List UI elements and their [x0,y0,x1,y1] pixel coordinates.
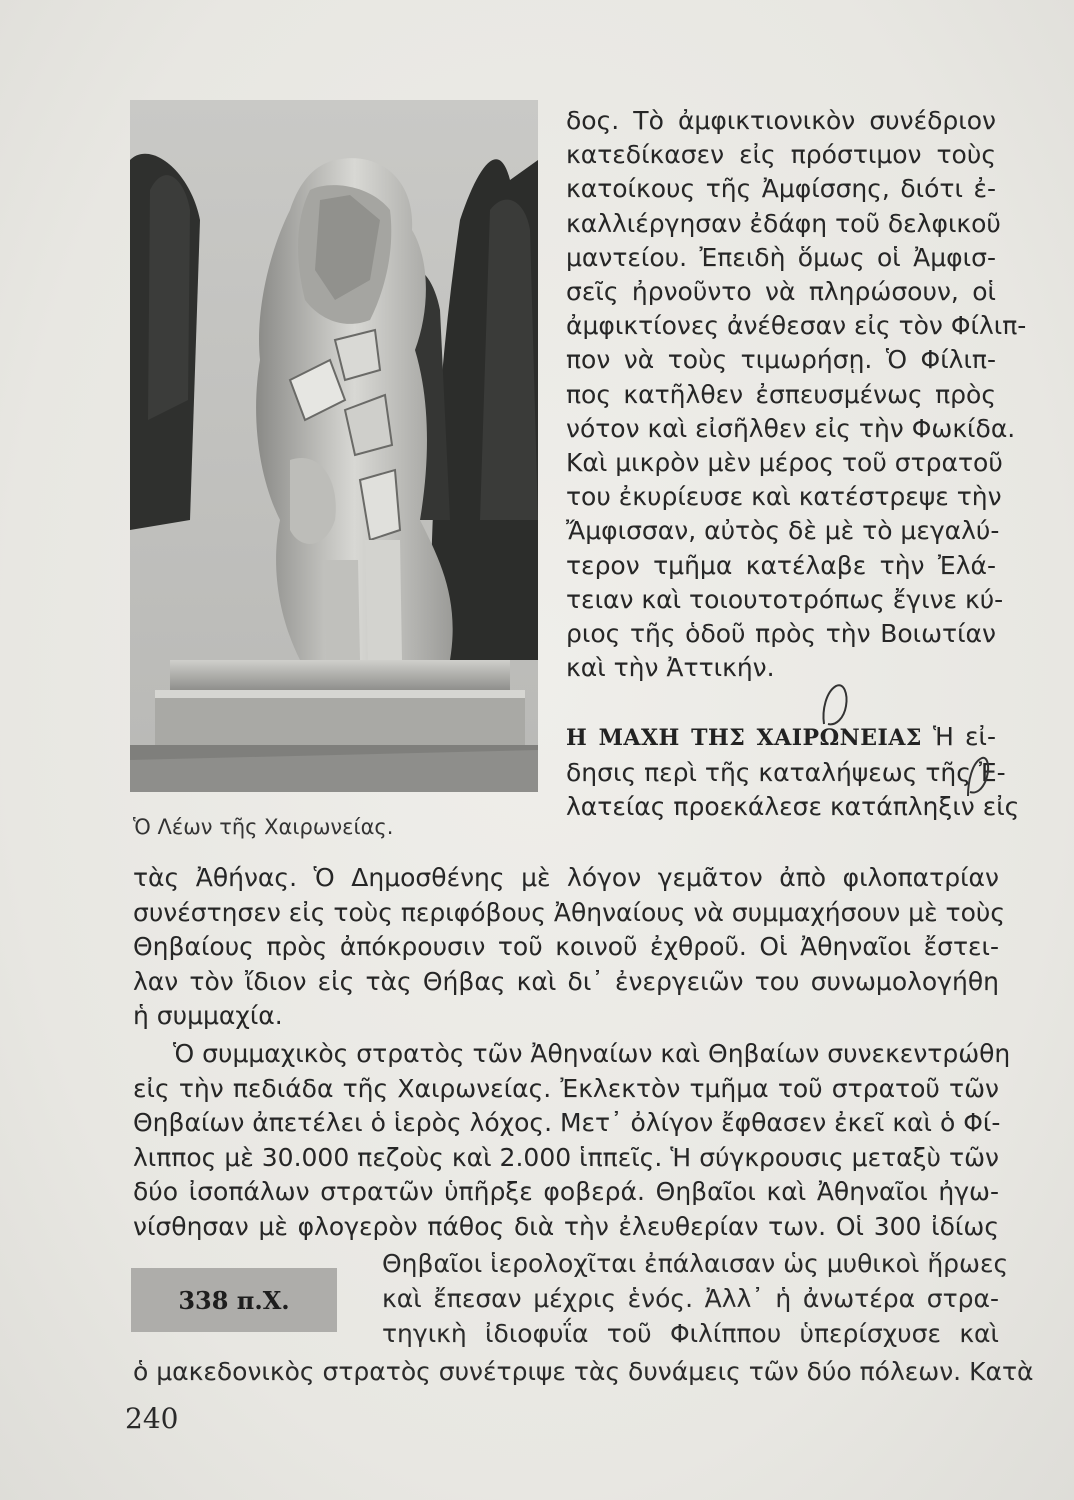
column-line: δος. Τὸ ἀμφικτιονικὸν συνέδριον [566,106,996,135]
section-heading-line [566,720,996,755]
column-line: δησις περὶ τῆς καταλήψεως τῆς Ἐ- [566,757,1006,787]
column-line: πον νὰ τοὺς τιμωρήσῃ. Ὁ Φίλιπ- [566,345,996,375]
text-line: καὶ ἔπεσαν μέχρις ἑνός. Ἀλλ᾽ ἡ ἀνωτέρα στρα- [382,1284,999,1313]
column-line: του ἐκυρίευσε καὶ κατέστρεψε τὴν [566,482,1002,512]
column-line: μαντείου. Ἐπειδὴ ὅμως οἱ Ἀμφισ- [566,242,996,272]
column-line: ριος τῆς ὁδοῦ πρὸς τὴν Βοιωτίαν [566,619,996,649]
paragraph-2 [133,1037,1011,1245]
column-line: τερον τμῆμα κατέλαβε τὴν Ἐλά- [566,550,996,580]
text-line: δύο ἰσοπάλων στρατῶν ὑπῆρξε φοβερά. Θηβαῖοι καὶ Ἀθηναῖοι ἠγω- [133,1177,999,1207]
handwritten-mark-icon [818,680,852,730]
column-line: τειαν καὶ τοιουτοτρόπως ἔγινε κύ- [566,584,1004,614]
date-label: 338 π.Χ. [178,1285,290,1315]
column-line: σεῖς ἠρνοῦντο νὰ πληρώσουν, οἱ [566,277,996,307]
text-line: ἡ συμμαχία. [133,1001,283,1031]
paragraph-1 [133,861,1006,1034]
section-heading: Η ΜΑΧΗ ΤΗΣ ΧΑΙΡΩΝΕΙΑΣ [566,725,922,752]
column-line: καλλιέργησαν ἐδάφη τοῦ δελφικοῦ [566,208,1001,238]
date-margin-box [131,1268,337,1332]
text-line: τηγικὴ ἰδιοφυΐα τοῦ Φιλίππου ὑπερίσχυσε καὶ [382,1319,999,1348]
lion-photo [130,100,538,792]
text-line: Θηβαῖοι ἱερολοχῖται ἐπάλαισαν ὡς μυθικοὶ ἥρωες [382,1249,1009,1278]
right-column-text [566,104,1027,824]
final-text-line: ὁ μακεδονικὸς στρατὸς συνέτριψε τὰς δυνάμεις τῶν δύο πόλεων. Κατὰ [133,1357,1034,1386]
column-line: λατείας προεκάλεσε κατάπληξιν εἰς [566,791,1020,821]
column-line: κατεδίκασεν εἰς πρόστιμον τοὺς [566,140,996,170]
column-line: πος κατῆλθεν ἐσπευσμένως πρὸς [566,379,996,409]
text-line: Θηβαίους πρὸς ἀπόκρουσιν τοῦ κοινοῦ ἐχθροῦ. Οἱ Ἀθηναῖοι ἔστει- [133,932,999,962]
page-number: 240 [125,1402,179,1435]
column-line: ἀμφικτίονες ἀνέθεσαν εἰς τὸν Φίλιπ- [566,311,1027,341]
photo-caption: Ὁ Λέων τῆς Χαιρωνείας. [133,815,394,839]
text-line: εἰς τὴν πεδιάδα τῆς Χαιρωνείας. Ἐκλεκτὸν τμῆμα τοῦ στρατοῦ τῶν [133,1073,999,1103]
side-paragraph [382,1246,1009,1351]
text-line: λαν τὸν ἴδιον εἰς τὰς Θήβας καὶ δι᾽ ἐνεργειῶν του συνωμολογήθη [133,966,999,996]
text-line: νίσθησαν μὲ φλογερὸν πάθος διὰ τὴν ἐλευθερίαν των. Οἱ 300 ἰδίως [133,1211,999,1241]
text-line: Ὁ συμμαχικὸς στρατὸς τῶν Ἀθηναίων καὶ Θηβαίων συνεκεντρώθη [173,1039,1011,1068]
column-line: Ἄμφισσαν, αὐτὸς δὲ μὲ τὸ μεγαλύ- [566,516,1000,546]
text-line: τὰς Ἀθήνας. Ὁ Δημοσθένης μὲ λόγον γεμᾶτον ἀπὸ φιλοπατρίαν [133,863,999,892]
column-line: καὶ τὴν Ἀττικήν. [566,653,775,683]
column-line: Καὶ μικρὸν μὲν μέρος τοῦ στρατοῦ [566,448,1003,478]
text-line: Θηβαίων ἀπετέλει ὁ ἱερὸς λόχος. Μετ᾽ ὀλίγον ἔφθασεν ἐκεῖ καὶ ὁ Φί- [133,1108,1001,1138]
text-line: λιππος μὲ 30.000 πεζοὺς καὶ 2.000 ἱππεῖς. Ἡ σύγκρουσις μεταξὺ τῶν [133,1142,999,1172]
heading-continuation: Ἡ εἰ- [933,722,996,752]
handwritten-mark-icon [962,752,992,800]
text-line: συνέστησεν εἰς τοὺς περιφόβους Ἀθηναίους νὰ συμμαχήσουν μὲ τοὺς [133,897,1006,927]
column-line: νότον καὶ εἰσῆλθεν εἰς τὴν Φωκίδα. [566,413,1016,443]
lion-illustration [130,100,538,792]
column-line: κατοίκους τῆς Ἀμφίσσης, διότι ἐ- [566,174,996,204]
